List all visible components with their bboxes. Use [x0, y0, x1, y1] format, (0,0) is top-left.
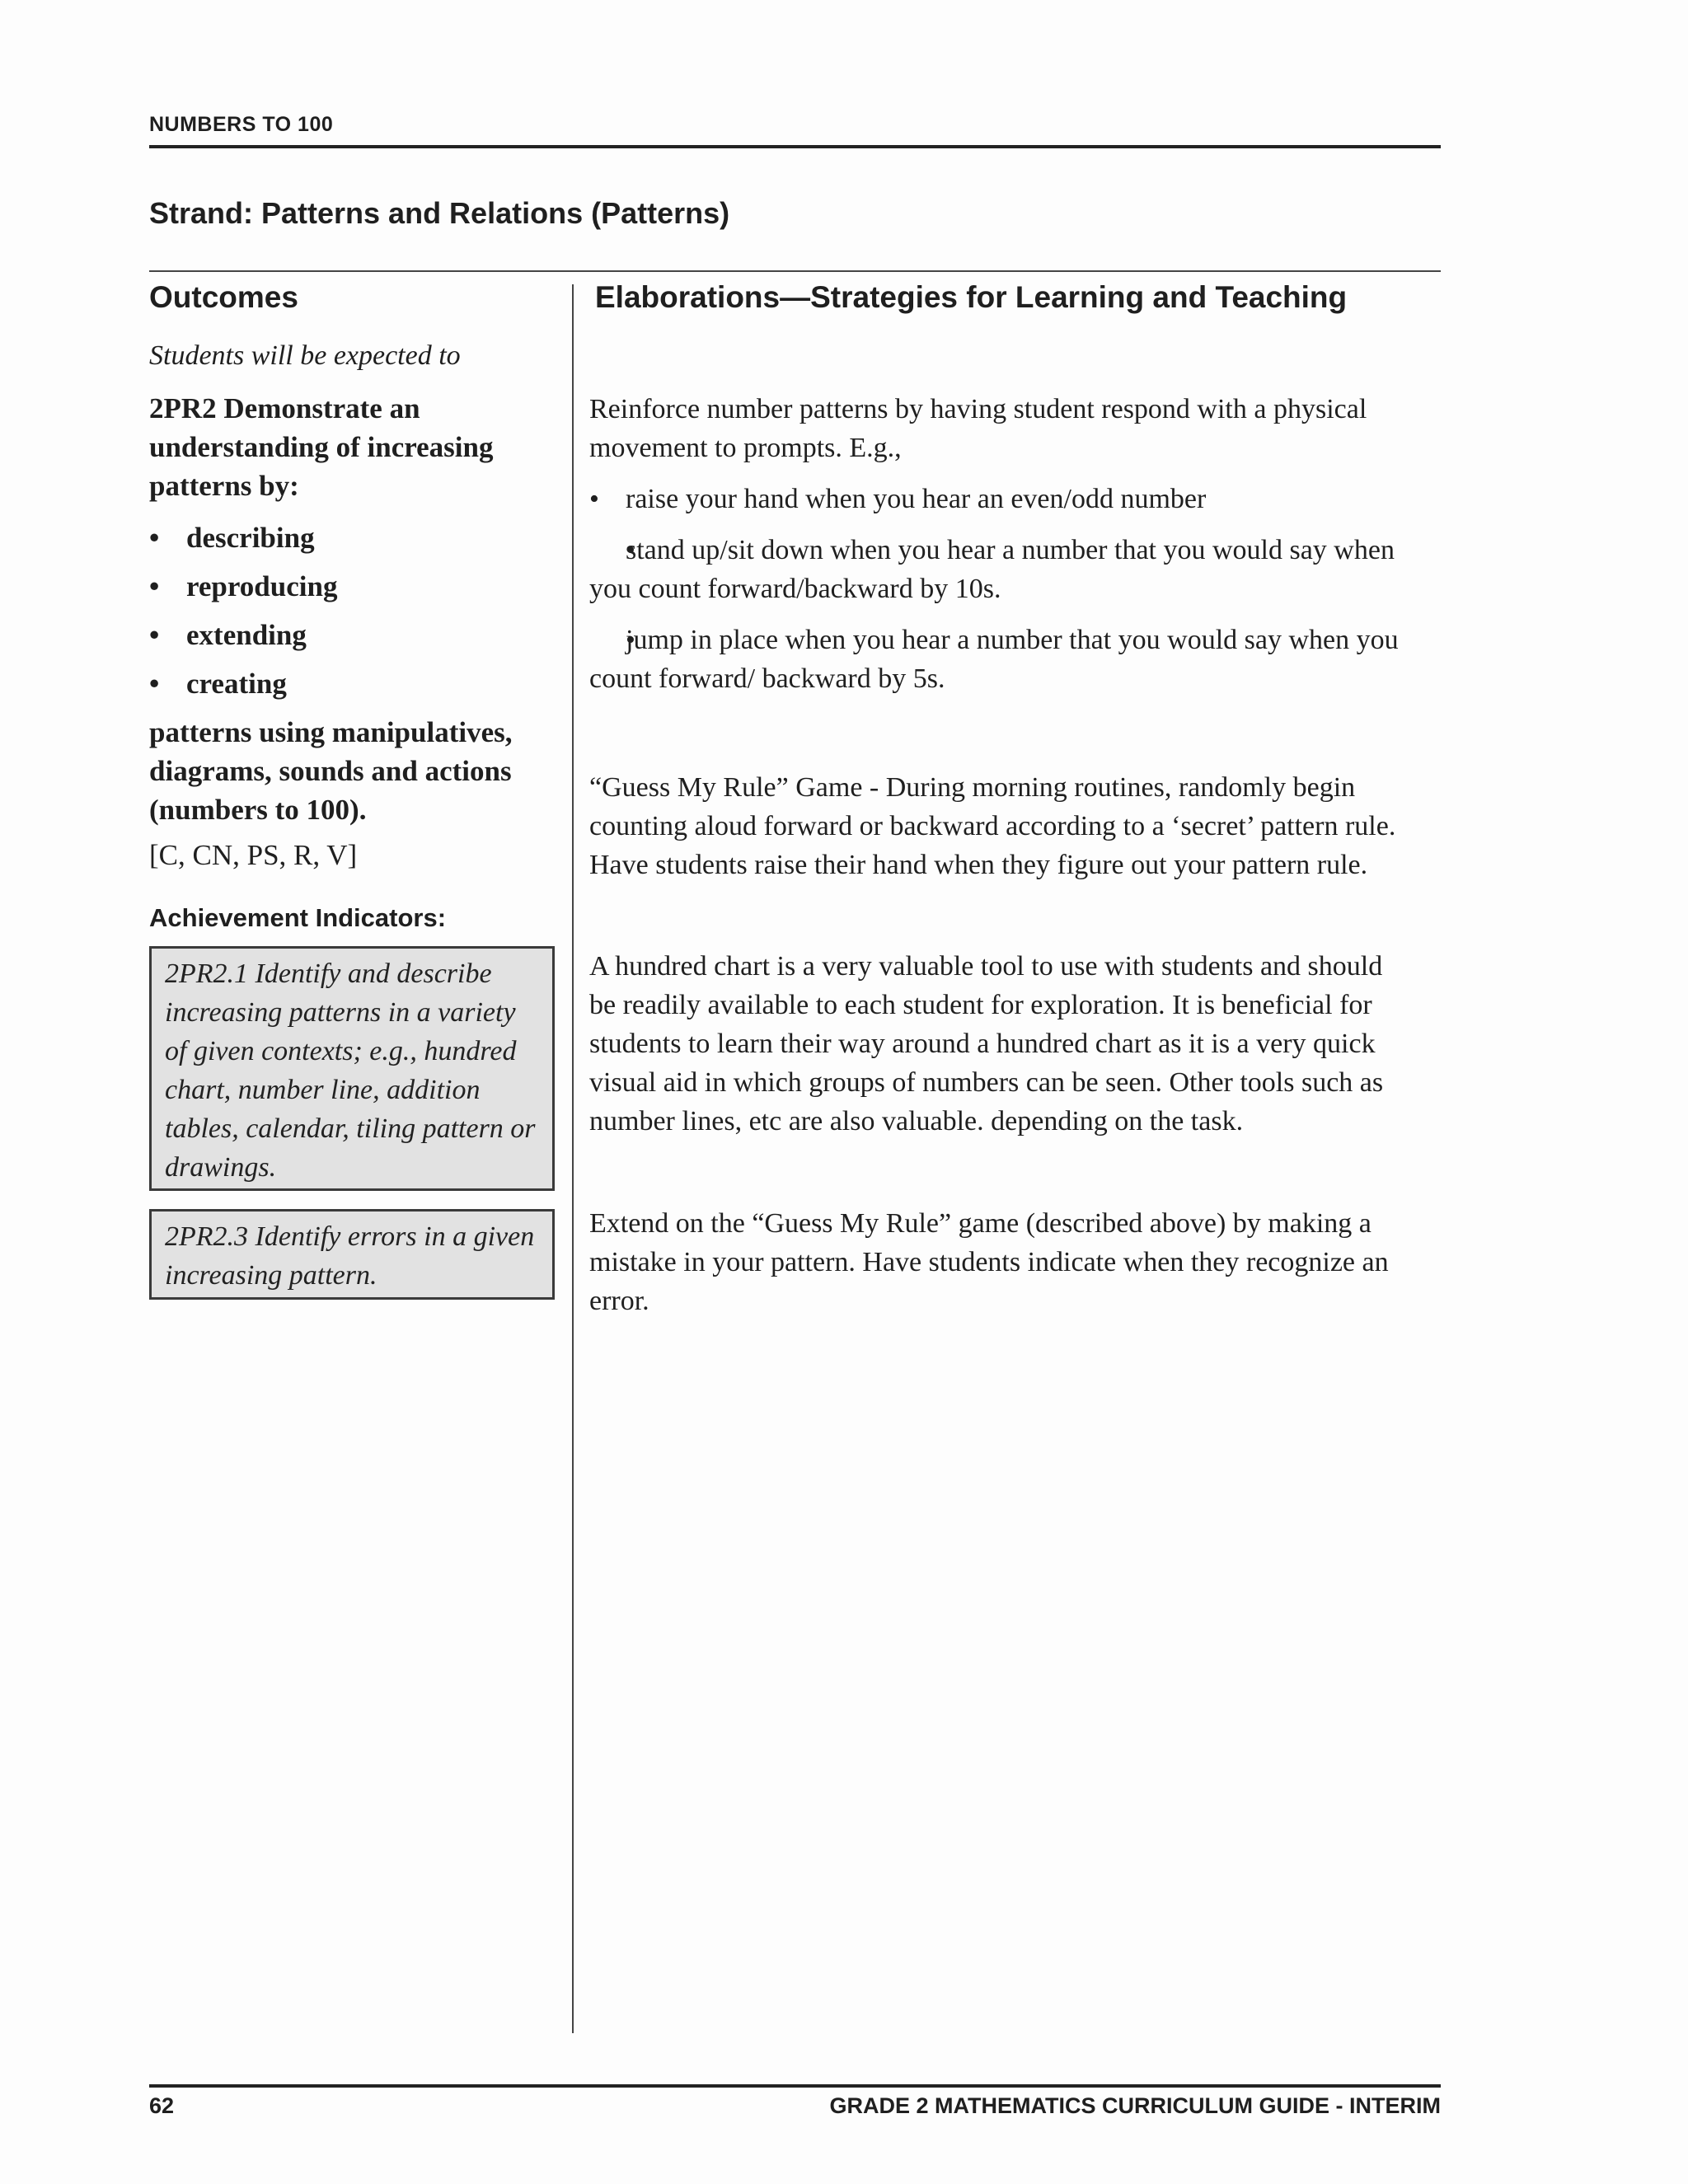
outcome-bullet: • extending — [149, 611, 545, 659]
elaboration-hundred-chart — [589, 947, 1447, 1141]
text-line: • jump in place when you hear a number that you would say when you — [626, 625, 1399, 655]
indicator-line: increasing patterns in a variety — [165, 997, 516, 1028]
indicator-box-2pr2-3 — [149, 1209, 555, 1300]
outcomes-heading: Outcomes — [149, 280, 298, 314]
outcome-process-codes: [C, CN, PS, R, V] — [149, 839, 358, 871]
elaboration-bullet — [589, 621, 1447, 698]
text-line: visual aid in which groups of numbers can be seen. Other tools such as — [589, 1067, 1384, 1098]
text-line: • stand up/sit down when you hear a number that you would say when — [626, 535, 1395, 565]
text-line: A hundred chart is a very valuable tool to use with students and should — [589, 951, 1383, 982]
text-line: counting aloud forward or backward according to a ‘secret’ pattern rule. — [589, 811, 1396, 841]
text-line: be readily available to each student for exploration. It is beneficial for — [589, 990, 1372, 1020]
text-line: number lines, etc are also valuable. depending on the task. — [589, 1106, 1244, 1137]
text-line: you count forward/backward by 10s. — [589, 574, 1001, 604]
elaboration-bullet — [589, 531, 1447, 608]
outcome-statement — [149, 389, 545, 505]
outcome-closing — [149, 713, 545, 829]
outcome-bullet: • creating — [149, 659, 545, 708]
strand-rule — [149, 270, 1441, 272]
strand-title: Strand: Patterns and Relations (Patterns) — [149, 196, 730, 230]
indicator-line: drawings. — [165, 1152, 277, 1183]
indicator-line: tables, calendar, tiling pattern or — [165, 1113, 536, 1144]
outcomes-intro: Students will be expected to — [149, 340, 461, 371]
header-rule — [149, 145, 1441, 148]
text-line: students to learn their way around a hundred chart as it is a very quick — [589, 1029, 1376, 1059]
elaboration-extend-game — [589, 1204, 1447, 1320]
elaboration-intro — [589, 390, 1447, 467]
outcome-closing-line: patterns using manipulatives, — [149, 716, 513, 748]
outcome-closing-line: (numbers to 100). — [149, 794, 367, 826]
text-line: Extend on the “Guess My Rule” game (described above) by making a — [589, 1208, 1372, 1239]
indicator-box-2pr2-1 — [149, 946, 555, 1191]
page-number: 62 — [149, 2093, 175, 2118]
elaborations-heading: Elaborations—Strategies for Learning and Teaching — [595, 280, 1348, 314]
indicator-line: chart, number line, addition — [165, 1075, 481, 1105]
text-line: mistake in your pattern. Have students indicate when they recognize an — [589, 1247, 1389, 1277]
text-line: movement to prompts. E.g., — [589, 433, 902, 463]
indicator-line: of given contexts; e.g., hundred — [165, 1036, 517, 1066]
footer-rule — [149, 2084, 1441, 2088]
column-divider — [572, 284, 574, 2033]
outcome-bullet: • reproducing — [149, 562, 545, 611]
outcome-closing-line: diagrams, sounds and actions — [149, 755, 512, 787]
indicator-line: increasing pattern. — [165, 1260, 377, 1291]
achievement-indicators-heading: Achievement Indicators: — [149, 903, 447, 932]
text-line: Reinforce number patterns by having student respond with a physical — [589, 394, 1367, 424]
running-head: NUMBERS TO 100 — [149, 113, 334, 136]
text-line: Have students raise their hand when they figure out your pattern rule. — [589, 850, 1368, 880]
elaboration-physical-movement — [589, 390, 1447, 698]
indicator-line: 2PR2.1 Identify and describe — [165, 958, 492, 989]
text-line: • raise your hand when you hear an even/odd number — [626, 484, 1207, 514]
text-line: count forward/ backward by 5s. — [589, 663, 945, 694]
elaboration-guess-my-rule — [589, 768, 1447, 884]
outcome-2pr2 — [149, 389, 545, 874]
guide-title: GRADE 2 MATHEMATICS CURRICULUM GUIDE - INTERIM — [829, 2093, 1441, 2118]
outcome-bullet-list — [149, 513, 545, 708]
text-line: “Guess My Rule” Game - During morning routines, randomly begin — [589, 772, 1356, 803]
outcome-bullet: • describing — [149, 513, 545, 562]
elaboration-bullet — [589, 480, 1447, 518]
outcome-statement-line: 2PR2 Demonstrate an — [149, 392, 420, 424]
outcome-statement-line: patterns by: — [149, 470, 299, 502]
text-line: error. — [589, 1286, 649, 1316]
indicator-line: 2PR2.3 Identify errors in a given — [165, 1221, 535, 1252]
outcome-statement-line: understanding of increasing — [149, 431, 494, 463]
